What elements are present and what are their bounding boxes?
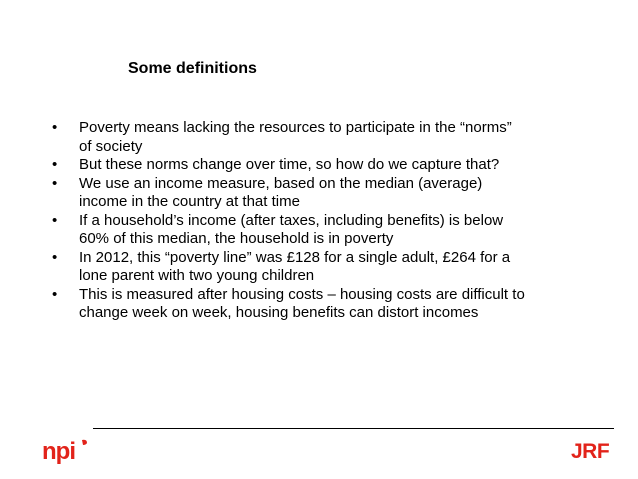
bullet-item [50,249,570,286]
slide-title: Some definitions [128,60,257,77]
bullet-text: We use an income measure, based on the median (average) [79,174,483,192]
bullet-item [50,212,570,249]
bullet-item [50,175,570,212]
bullet-text: income in the country at that time [79,193,300,210]
bullet-dot: • [52,174,58,192]
npi-logo [41,437,91,465]
npi-logo-accent [82,440,87,445]
bullet-dot: • [52,119,58,136]
footer-divider [93,428,614,429]
bullet-dot: • [52,248,58,266]
bullet-text: This is measured after housing costs – housing costs are difficult to [79,285,525,303]
bullet-item [50,156,570,175]
bullet-text: of society [79,137,143,155]
bullet-text: change week on week, housing benefits can distort incomes [79,304,479,321]
bullet-text: But these norms change over time, so how do we capture that? [79,156,500,173]
bullet-item [50,119,570,156]
bullet-dot: • [52,156,58,173]
bullet-text: 60% of this median, the household is in poverty [79,230,394,247]
bullet-text: lone parent with two young children [79,267,315,284]
jrf-logo [570,439,620,461]
bullet-list [50,119,570,323]
bullet-dot: • [52,285,58,303]
bullet-item [50,286,570,323]
bullet-text: In 2012, this “poverty line” was £128 for a single adult, £264 for a [79,248,511,266]
bullet-text: If a household’s income (after taxes, including benefits) is below [79,211,504,229]
npi-logo-text: npi [42,438,75,465]
jrf-logo-text: JRF [571,440,610,461]
bullet-dot: • [52,211,58,229]
bullet-text: Poverty means lacking the resources to participate in the “norms” [79,119,512,136]
